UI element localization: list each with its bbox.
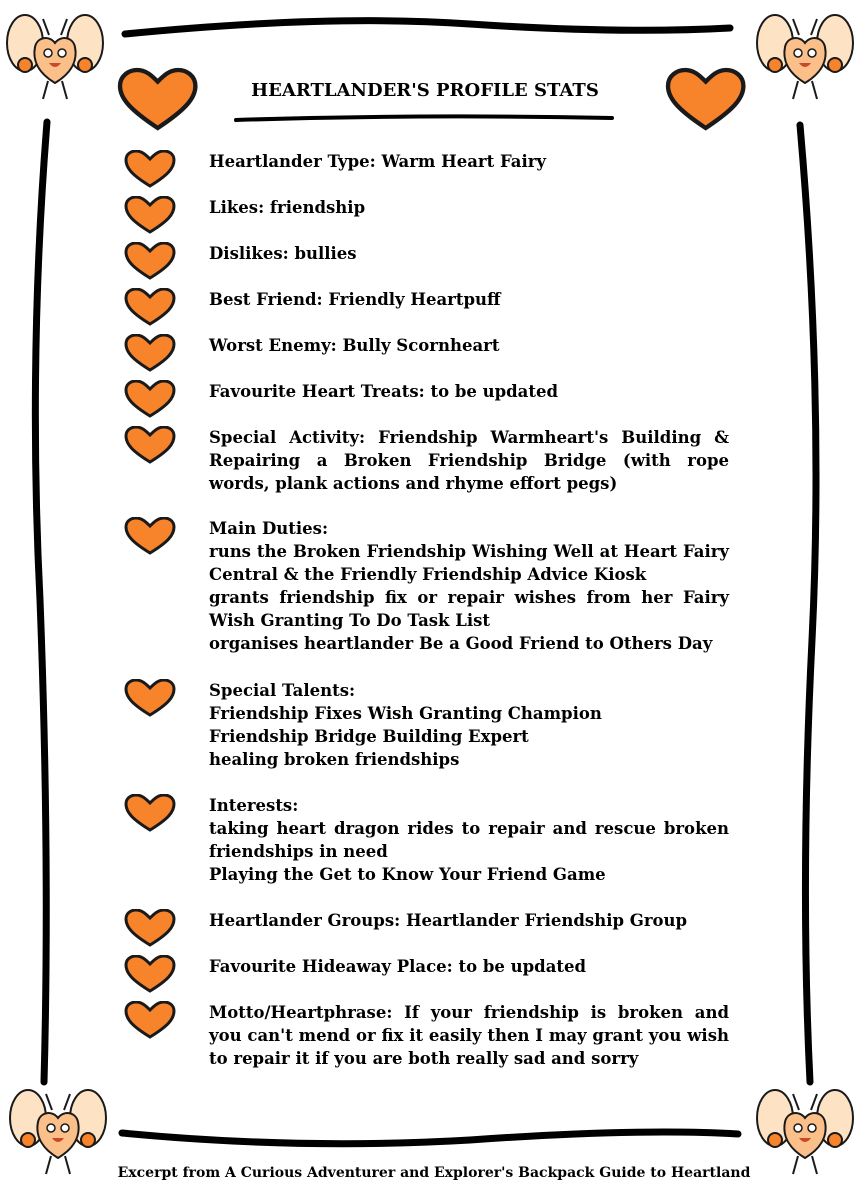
entry-text [209,426,729,495]
entry-heading: Interests: [209,796,299,815]
entry-text [209,794,729,886]
entry-text [209,288,729,311]
title-underline [236,116,612,120]
entry-line: Dislikes: bullies [209,244,357,263]
bottom-border-line [122,1132,738,1144]
heart-icon [124,196,176,234]
right-border-line [800,125,816,1082]
heart-icon [124,794,176,832]
heart-icon [124,150,176,188]
entry-heading: Special Talents: [209,681,356,700]
heart-icon [120,70,195,128]
left-border-line [35,122,47,1082]
entry-line: Special Activity: Friendship Warmheart's Building & Repairing a Broken Friendship Bridge (with rope words, plank actions and rhyme effort pegs) [209,428,729,493]
entry-line: organises heartlander Be a Good Friend to Others Day [209,634,713,653]
heart-icon [124,288,176,326]
entry-text [209,517,729,655]
entry-line: Best Friend: Friendly Heartpuff [209,290,501,309]
entry-line: Friendship Bridge Building Expert [209,727,529,746]
entry-line: Favourite Heart Treats: to be updated [209,382,559,401]
entry-line: Playing the Get to Know Your Friend Game [209,865,606,884]
heart-icon [124,679,176,717]
heart-icon [124,1001,176,1039]
entry-line: healing broken friendships [209,750,460,769]
heart-icon [124,380,176,418]
heart-icon [124,242,176,280]
top-border-line [125,21,730,34]
heart-icon [668,70,743,128]
entry-line: Worst Enemy: Bully Scornheart [209,336,500,355]
entry-line: Motto/Heartphrase: If your friendship is broken and you can't mend or fix it easily then I may grant you wish to repair it if you are both really sad and sorry [209,1003,729,1068]
entry-text [209,909,729,932]
entry-text [209,380,729,403]
entry-text [209,679,729,771]
entry-line: Likes: friendship [209,198,366,217]
entry-text [209,196,729,219]
page-title: HEARTLANDER'S PROFILE STATS [251,80,599,101]
entry-text [209,242,729,265]
heart-icon [124,334,176,372]
entry-text [209,150,729,173]
entry-line: Friendship Fixes Wish Granting Champion [209,704,602,723]
entry-line: runs the Broken Friendship Wishing Well at Heart Fairy Central & the Friendly Friendship Advice Kiosk [209,542,729,584]
heart-icon [124,909,176,947]
heart-fairy-icon [755,5,855,105]
entry-text [209,1001,729,1070]
heart-icon [124,426,176,464]
footer-caption: Excerpt from A Curious Adventurer and Explorer's Backpack Guide to Heartland [117,1165,751,1181]
entry-line: taking heart dragon rides to repair and rescue broken friendships in need [209,819,729,861]
heart-icon [124,517,176,555]
entry-line: Heartlander Groups: Heartlander Friendship Group [209,911,688,930]
entry-line: grants friendship fix or repair wishes from her Fairy Wish Granting To Do Task List [209,588,729,630]
entry-line: Favourite Hideaway Place: to be updated [209,957,587,976]
entry-text [209,334,729,357]
heart-fairy-icon [5,5,105,105]
entry-text [209,955,729,978]
entry-line: Heartlander Type: Warm Heart Fairy [209,152,547,171]
heart-icon [124,955,176,993]
entry-heading: Main Duties: [209,519,329,538]
